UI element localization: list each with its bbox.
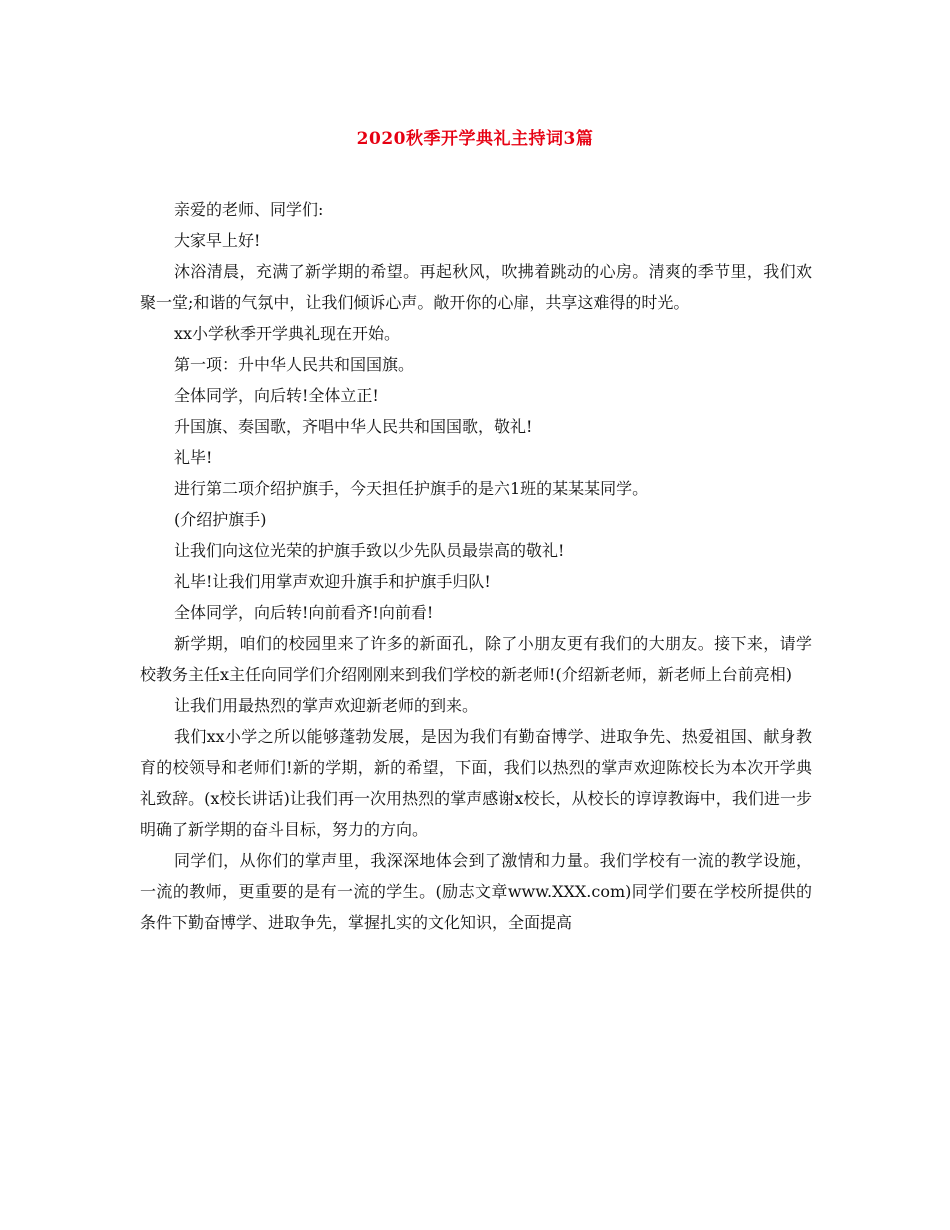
paragraph-8: 礼毕!: [174, 448, 213, 467]
paragraph-15: 让我们用最热烈的掌声欢迎新老师的到来。: [174, 696, 479, 715]
paragraph-16: 我们xx小学之所以能够蓬勃发展，是因为我们有勤奋博学、进取争先、热爱祖国、献身教育的校领导和老师们!新的学期，新的希望，下面，我们以热烈的掌声欢迎陈校长为本次开学典礼致辞。(x校长讲话)让我们再一次用热烈的掌声感谢x校长，从校长的谆谆教诲中，我们进一步明确了新学期的奋斗目标，努力的方向。: [140, 727, 812, 839]
paragraph-2: 大家早上好!: [174, 231, 261, 250]
paragraph-13: 全体同学，向后转!向前看齐!向前看!: [174, 603, 434, 622]
paragraph-1: 亲爱的老师、同学们:: [174, 200, 324, 219]
paragraph-4: xx小学秋季开学典礼现在开始。: [174, 324, 401, 343]
paragraph-3: 沐浴清晨，充满了新学期的希望。再起秋风，吹拂着跳动的心房。清爽的季节里，我们欢聚一堂;和谐的气氛中，让我们倾诉心声。敞开你的心扉，共享这难得的时光。: [140, 262, 812, 312]
paragraph-17: 同学们，从你们的掌声里，我深深地体会到了激情和力量。我们学校有一流的教学设施，一流的教师，更重要的是有一流的学生。(励志文章www.XXX.com)同学们要在学校所提供的条件下勤奋博学、进取争先，掌握扎实的文化知识，全面提高: [140, 851, 812, 932]
paragraph-9: 进行第二项介绍护旗手，今天担任护旗手的是六1班的某某某同学。: [174, 479, 649, 498]
paragraph-7: 升国旗、奏国歌，齐唱中华人民共和国国歌，敬礼!: [174, 417, 533, 436]
paragraph-14: 新学期，咱们的校园里来了许多的新面孔，除了小朋友更有我们的大朋友。接下来，请学校教务主任x主任向同学们介绍刚刚来到我们学校的新老师!(介绍新老师，新老师上台前亮相): [140, 634, 812, 684]
document-title: 2020秋季开学典礼主持词3篇: [356, 129, 594, 149]
paragraph-10: (介绍护旗手): [174, 510, 267, 529]
paragraph-5: 第一项：升中华人民共和国国旗。: [174, 355, 415, 374]
paragraph-11: 让我们向这位光荣的护旗手致以少先队员最崇高的敬礼!: [174, 541, 565, 560]
paragraph-12: 礼毕!让我们用掌声欢迎升旗手和护旗手归队!: [174, 572, 491, 591]
document-body: [140, 194, 812, 938]
paragraph-6: 全体同学，向后转!全体立正!: [174, 386, 379, 405]
